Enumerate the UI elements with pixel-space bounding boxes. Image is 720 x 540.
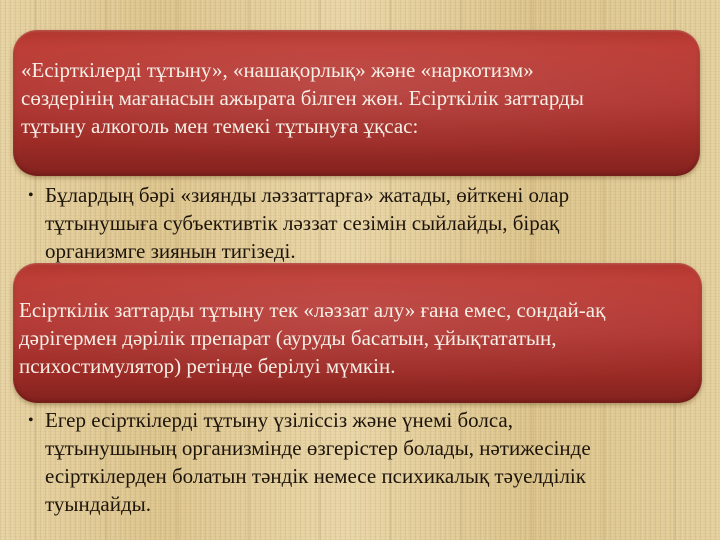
definition-panel-line: тұтыну алкоголь мен темекі тұтынуға ұқсас: [21,114,419,138]
bullet-text-line: тұтынушының организмінде өзгерістер болады, нәтижесінде [45,436,591,460]
bullet-icon: • [28,412,34,429]
medical-use-panel-line: дәрігермен дәрілік препарат (ауруды басатын, ұйықтататын, [19,326,557,350]
medical-use-panel-line: Есірткілік заттарды тұтыну тек «ләззат алу» ғана емес, сондай-ақ [19,298,606,322]
bullet-item-dependence [28,406,591,518]
bullet-text [45,181,569,265]
definition-panel-line: «Есірткілерді тұтыну», «нашақорлық» және «наркотизм» [21,58,534,82]
definition-panel [13,30,700,176]
medical-use-panel [13,263,702,403]
bullet-text-line: Бұлардың бәрі «зиянды ләззаттарға» жатады, өйткені олар [45,183,570,207]
bullet-text-line: Егер есірткілерді тұтыну үзіліссіз және үнемі болса, [45,408,513,432]
medical-use-panel-line: психостимулятор) ретінде берілуі мүмкін. [19,354,396,378]
bullet-text [45,406,591,518]
definition-panel-line: сөздерінің мағанасын ажырата білген жөн. Есірткілік заттарды [21,86,584,110]
bullet-text-line: тұтынушыға субъективтік ләззат сезімін сыйлайды, бірақ [45,211,560,235]
bullet-item-harmful-pleasures [28,181,569,265]
bullet-text-line: туындайды. [45,492,152,516]
bullet-icon: • [28,187,34,204]
bullet-text-line: есірткілерден болатын тәндік немесе психикалық тәуелділік [45,464,586,488]
bullet-text-line: организмге зиянын тигізеді. [45,239,296,263]
